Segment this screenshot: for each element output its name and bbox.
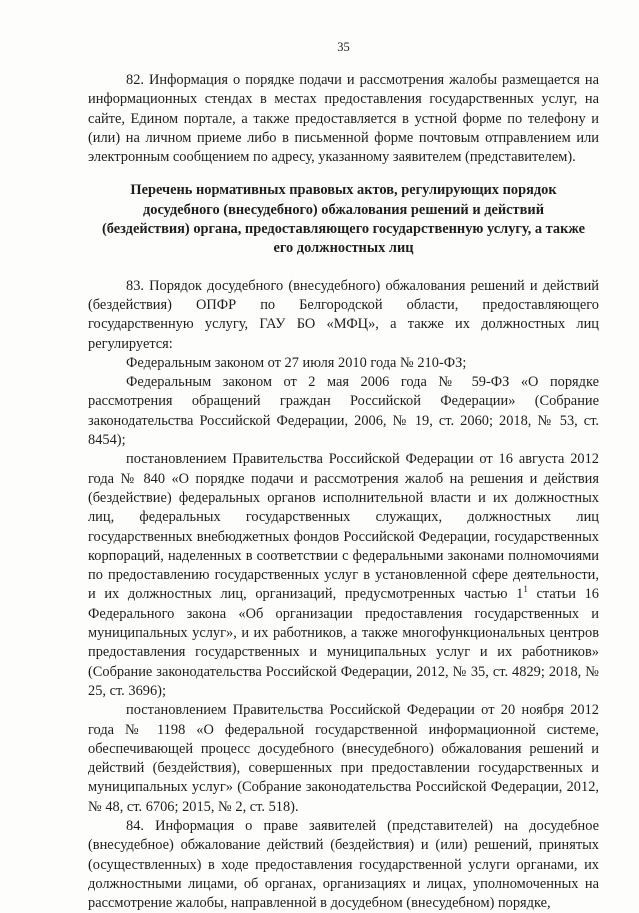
paragraph-84: 84. Информация о праве заявителей (представителей) на досудебное (внесудебное) обжалование действий (бездействия) и (или) решений, принятых (осуществленных) в ходе предоставления государственной услуги органами, их должностными лицами, об органах, организациях и лицах, уполномоченных на рассмотрение жалобы, направленной в досудебном (внесудебном) порядке, bbox=[88, 817, 599, 912]
law-item-59fz: Федеральным законом от 2 мая 2006 года № 59-ФЗ «О порядке рассмотрения обращений граждан Российской Федерации» (Собрание законодательства Российской Федерации, 2006, № 19, ст. 2060; 2018, № 53, ст. 8454); bbox=[88, 374, 599, 449]
paragraph-82: 82. Информация о порядке подачи и рассмотрения жалобы размещается на информационных стендах в местах предоставления государственных услуг, на сайте, Едином портале, а также предоставляется в устной форме по телефону и (или) на личном приеме либо в письменной форме почтовым отправлением или электронным сообщением по адресу, указанному заявителем (представителем). bbox=[88, 72, 599, 166]
paragraph-83: 83. Порядок досудебного (внесудебного) обжалования решений и действий (бездействия) ОПФР по Белгородской области, предоставляющего государственную услугу, ГАУ БО «МФЦ», а также их должностных лиц регулируется: bbox=[88, 277, 599, 352]
law-item-840-text-a: постановлением Правительства Российской Федерации от 16 августа 2012 года № 840 «О порядке подачи и рассмотрения жалоб на решения и действия (бездействие) федеральных органов исполнительной власти и их должностных лиц, федеральных государственных служащих, должностных лиц государственных внебюджетных фондов Российской Федерации, государственных корпораций, наделенных в соответствии с федеральными законами полномочиями по предоставлению государственных услуг в установленной сфере деятельности, и их должностных лиц, организаций, предусмотренных частью 1 bbox=[88, 451, 599, 603]
law-item-840-text-b: статьи 16 Федерального закона «Об организации предоставления государственных и муниципальных услуг», и их работников, а также многофункциональных центров предоставления государственных и муниципальных услуг и их работников» (Собрание законодательства Российской Федерации, 2012, № 35, ст. 4829; 2018, № 25, ст. 3696); bbox=[88, 586, 599, 699]
law-item-840 bbox=[88, 450, 599, 701]
section-heading: Перечень нормативных правовых актов, регулирующих порядок досудебного (внесудебного) обжалования решений и действий (бездействия) органа, предоставляющего государственную услугу, а также его должностных лиц bbox=[101, 182, 586, 257]
law-item-210fz: Федеральным законом от 27 июля 2010 года № 210-ФЗ; bbox=[126, 354, 467, 371]
law-item-1198: постановлением Правительства Российской Федерации от 20 ноября 2012 года № 1198 «О федеральной государственной информационной системе, обеспечивающей процесс досудебного (внесудебного) обжалования решений и действий (бездействия), совершенных при предоставлении государственных и муниципальных услуг» (Собрание законодательства Российской Федерации, 2012, № 48, ст. 6706; 2015, № 2, ст. 518). bbox=[88, 702, 599, 815]
superscript: 1 bbox=[523, 584, 528, 595]
page-number: 35 bbox=[337, 40, 350, 54]
